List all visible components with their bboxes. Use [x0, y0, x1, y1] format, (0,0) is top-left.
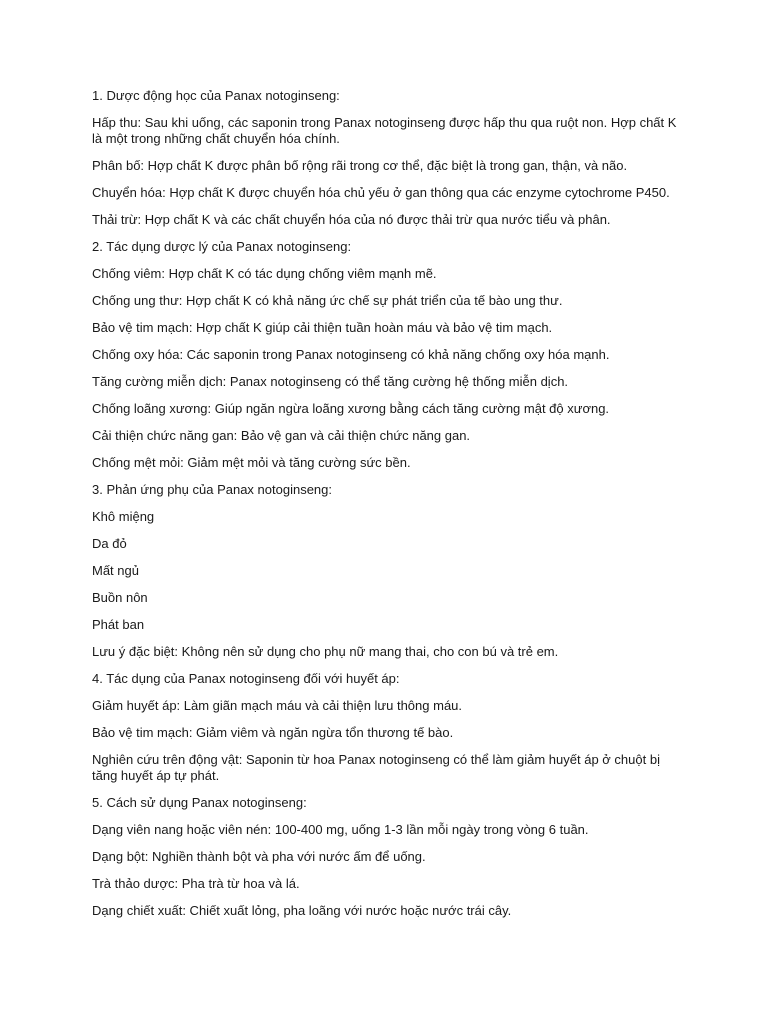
section-heading-pharmacokinetics: 1. Dược động học của Panax notoginseng: — [92, 88, 340, 103]
list-item-rash: Phát ban — [92, 617, 145, 632]
paragraph-animal-research: Nghiên cứu trên động vật: Saponin từ hoa Panax notoginseng có thể làm giảm huyết áp ở chuột bị tăng huyết áp tự phát. — [92, 752, 660, 783]
list-item-dry-mouth: Khô miệng — [92, 509, 155, 524]
paragraph-special-note: Lưu ý đặc biệt: Không nên sử dụng cho phụ nữ mang thai, cho con bú và trẻ em. — [92, 644, 559, 659]
paragraph-cardio-protection: Bảo vệ tim mạch: Hợp chất K giúp cải thiện tuần hoàn máu và bảo vệ tim mạch. — [92, 320, 553, 335]
list-item-nausea: Buồn nôn — [92, 590, 148, 605]
paragraph-antioxidant: Chống oxy hóa: Các saponin trong Panax notoginseng có khả năng chống oxy hóa mạnh. — [92, 347, 610, 362]
paragraph-immunity: Tăng cường miễn dịch: Panax notoginseng có thể tăng cường hệ thống miễn dịch. — [92, 374, 569, 389]
paragraph-anti-cancer: Chống ung thư: Hợp chất K có khả năng ức chế sự phát triển của tế bào ung thư. — [92, 293, 563, 308]
paragraph-metabolism: Chuyển hóa: Hợp chất K được chuyển hóa chủ yếu ở gan thông qua các enzyme cytochrome P450. — [92, 185, 670, 200]
paragraph-anti-inflammatory: Chống viêm: Hợp chất K có tác dụng chống viêm mạnh mẽ. — [92, 266, 437, 281]
paragraph-excretion: Thải trừ: Hợp chất K và các chất chuyển hóa của nó được thải trừ qua nước tiểu và phân. — [92, 212, 611, 227]
section-heading-blood-pressure: 4. Tác dụng của Panax notoginseng đối với huyết áp: — [92, 671, 400, 686]
paragraph-extract-form: Dạng chiết xuất: Chiết xuất lỏng, pha loãng với nước hoặc nước trái cây. — [92, 903, 512, 918]
list-item-red-skin: Da đỏ — [92, 536, 127, 551]
paragraph-anti-fatigue: Chống mệt mỏi: Giảm mệt mỏi và tăng cường sức bền. — [92, 455, 411, 470]
list-item-insomnia: Mất ngủ — [92, 563, 139, 578]
paragraph-absorption: Hấp thu: Sau khi uống, các saponin trong Panax notoginseng được hấp thu qua ruột non. Hợp chất K là một trong những chất chuyển hóa chính. — [92, 115, 677, 146]
paragraph-herbal-tea: Trà thảo dược: Pha trà từ hoa và lá. — [92, 876, 300, 891]
section-heading-side-effects: 3. Phản ứng phụ của Panax notoginseng: — [92, 482, 332, 497]
section-heading-usage: 5. Cách sử dụng Panax notoginseng: — [92, 795, 307, 810]
paragraph-cardio-protection-2: Bảo vệ tim mạch: Giảm viêm và ngăn ngừa tổn thương tế bào. — [92, 725, 454, 740]
section-heading-pharmacology: 2. Tác dụng dược lý của Panax notoginseng: — [92, 239, 352, 254]
paragraph-capsule-form: Dạng viên nang hoặc viên nén: 100-400 mg, uống 1-3 lần mỗi ngày trong vòng 6 tuần. — [92, 822, 589, 837]
paragraph-osteoporosis: Chống loãng xương: Giúp ngăn ngừa loãng xương bằng cách tăng cường mật độ xương. — [92, 401, 610, 416]
document-body — [92, 88, 682, 930]
paragraph-lower-blood-pressure: Giảm huyết áp: Làm giãn mạch máu và cải thiện lưu thông máu. — [92, 698, 463, 713]
paragraph-distribution: Phân bố: Hợp chất K được phân bố rộng rãi trong cơ thể, đặc biệt là trong gan, thận, và não. — [92, 158, 628, 173]
paragraph-powder-form: Dạng bột: Nghiền thành bột và pha với nước ấm để uống. — [92, 849, 426, 864]
paragraph-liver-function: Cải thiện chức năng gan: Bảo vệ gan và cải thiện chức năng gan. — [92, 428, 471, 443]
